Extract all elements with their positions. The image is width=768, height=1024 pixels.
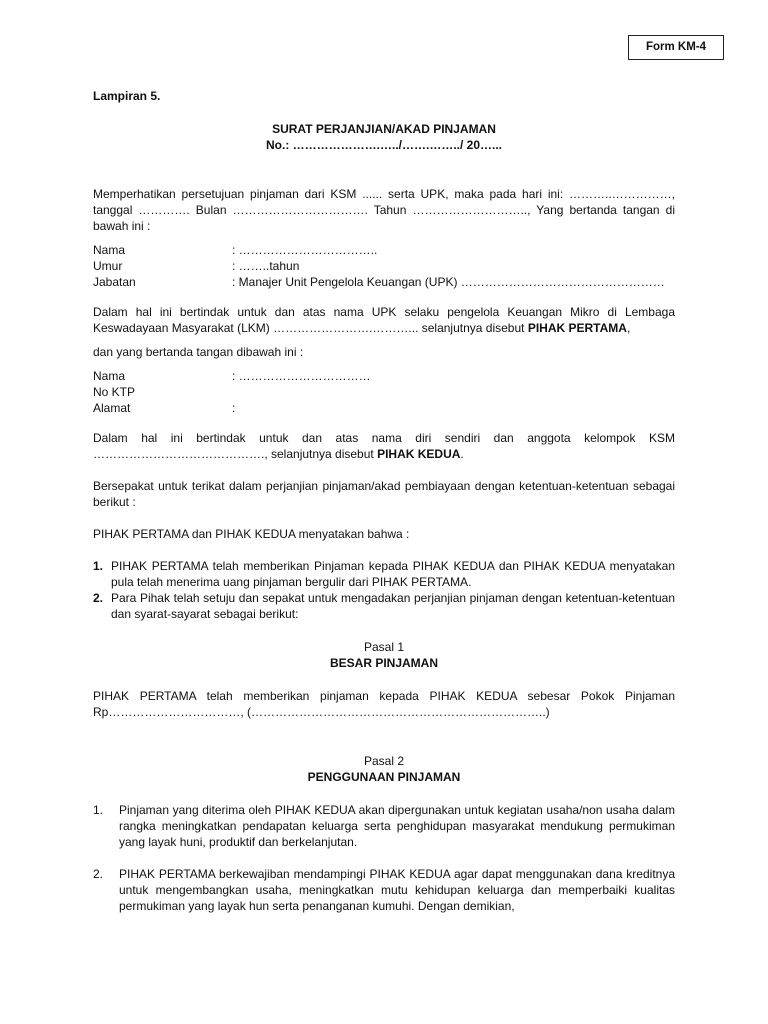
list-text: PIHAK PERTAMA berkewajiban mendampingi PIHAK KEDUA agar dapat menggunakan dana kreditnya untuk mengembangkan usaha, meningkatkan mutu kehidupan keluarga dan memperbaiki kualitas permukiman yang layak hun serta penanganan kumuhi. Dengan demikian, bbox=[119, 867, 675, 913]
list-number: 2. bbox=[93, 867, 104, 881]
field-label: Jabatan bbox=[93, 275, 136, 289]
intro-paragraph: Memperhatikan persetujuan pinjaman dari KSM ...... serta UPK, maka pada hari ini: ………..……………, tanggal …………. Bulan ……………………………. Tahun ……………………….., Yang bertanda tangan di bawah ini : bbox=[93, 187, 675, 233]
attachment-label: Lampiran 5. bbox=[93, 89, 161, 103]
statement-text: Dalam hal ini bertindak untuk dan atas nama diri sendiri dan anggota kelompok KSM ……………………………………., selanjutnya disebut bbox=[93, 431, 675, 461]
party2-statement bbox=[93, 430, 675, 462]
pasal2-number: Pasal 2 bbox=[363, 754, 405, 768]
pasal2-list bbox=[93, 802, 675, 914]
party2-field-name bbox=[93, 368, 675, 384]
field-value: : bbox=[232, 401, 236, 415]
declaration-list bbox=[93, 558, 675, 622]
field-value: : ……..tahun bbox=[232, 259, 300, 273]
second-party-intro: dan yang bertanda tangan dibawah ini : bbox=[93, 345, 304, 359]
party1-designation: PIHAK PERTAMA bbox=[527, 321, 627, 335]
party1-field-name bbox=[93, 242, 675, 258]
list-item bbox=[93, 558, 675, 590]
list-item bbox=[93, 590, 675, 622]
agreement-paragraph: Bersepakat untuk terikat dalam perjanjian pinjaman/akad pembiayaan dengan ketentuan-ketentuan sebagai berikut : bbox=[93, 479, 675, 509]
pasal1-number: Pasal 1 bbox=[363, 640, 405, 654]
party2-field-address bbox=[93, 400, 675, 416]
statement-end: , bbox=[626, 321, 631, 335]
field-value: : …………………………… bbox=[232, 369, 371, 383]
party1-field-position bbox=[93, 274, 675, 290]
document-title: SURAT PERJANJIAN/AKAD PINJAMAN bbox=[272, 122, 496, 136]
party2-field-ktp bbox=[93, 384, 675, 400]
list-text: Pinjaman yang diterima oleh PIHAK KEDUA akan dipergunakan untuk kegiatan usaha/non usaha dalam rangka meningkatkan pendapatan keluarga serta penghidupan masyarakat mendukung permukiman yang layak huni, produktif dan berkelanjutan. bbox=[119, 803, 675, 849]
agreement-document bbox=[93, 88, 675, 914]
form-code-box: Form KM-4 bbox=[628, 35, 724, 60]
field-label: Nama bbox=[93, 243, 126, 257]
statement-end: . bbox=[460, 447, 464, 461]
statement-text: Dalam hal ini bertindak untuk dan atas nama UPK selaku pengelola Keuangan Mikro di Lembaga Keswadayaan Masyarakat (LKM) …………………….………... selanjutnya disebut bbox=[93, 305, 675, 335]
list-number: 1. bbox=[93, 803, 104, 817]
list-text: PIHAK PERTAMA telah memberikan Pinjaman kepada PIHAK KEDUA dan PIHAK KEDUA menyatakan pula telah menerima uang pinjaman bergulir dari PIHAK PERTAMA. bbox=[111, 559, 675, 589]
document-number: No.: ………………….…../…….……../ 20…... bbox=[265, 138, 502, 152]
declaration-heading: PIHAK PERTAMA dan PIHAK KEDUA menyatakan bahwa : bbox=[93, 527, 410, 541]
list-number: 1. bbox=[93, 559, 104, 573]
field-value: : Manajer Unit Pengelola Keuangan (UPK) …………………………………………… bbox=[232, 275, 665, 289]
list-number: 2. bbox=[93, 591, 104, 605]
field-label: Umur bbox=[93, 259, 123, 273]
party1-fields bbox=[93, 242, 675, 290]
party2-fields bbox=[93, 368, 675, 416]
party1-field-age bbox=[93, 258, 675, 274]
party1-statement bbox=[93, 304, 675, 336]
pasal1-heading: BESAR PINJAMAN bbox=[329, 656, 438, 670]
field-value: : …………………………….. bbox=[232, 243, 378, 257]
party2-designation: PIHAK KEDUA bbox=[377, 447, 461, 461]
pasal2-heading: PENGGUNAAN PINJAMAN bbox=[307, 770, 461, 784]
field-label: Alamat bbox=[93, 401, 131, 415]
list-text: Para Pihak telah setuju dan sepakat untuk mengadakan perjanjian pinjaman dengan ketentuan-ketentuan dan syarat-sayarat sebagai berikut: bbox=[111, 591, 675, 621]
pasal1-text: PIHAK PERTAMA telah memberikan pinjaman kepada PIHAK KEDUA sebesar Pokok Pinjaman Rp……………………………, (………………………………………………………………..) bbox=[93, 689, 675, 719]
list-item bbox=[93, 866, 675, 914]
field-label: Nama bbox=[93, 369, 126, 383]
list-item bbox=[93, 802, 675, 850]
field-label: No KTP bbox=[93, 385, 136, 399]
